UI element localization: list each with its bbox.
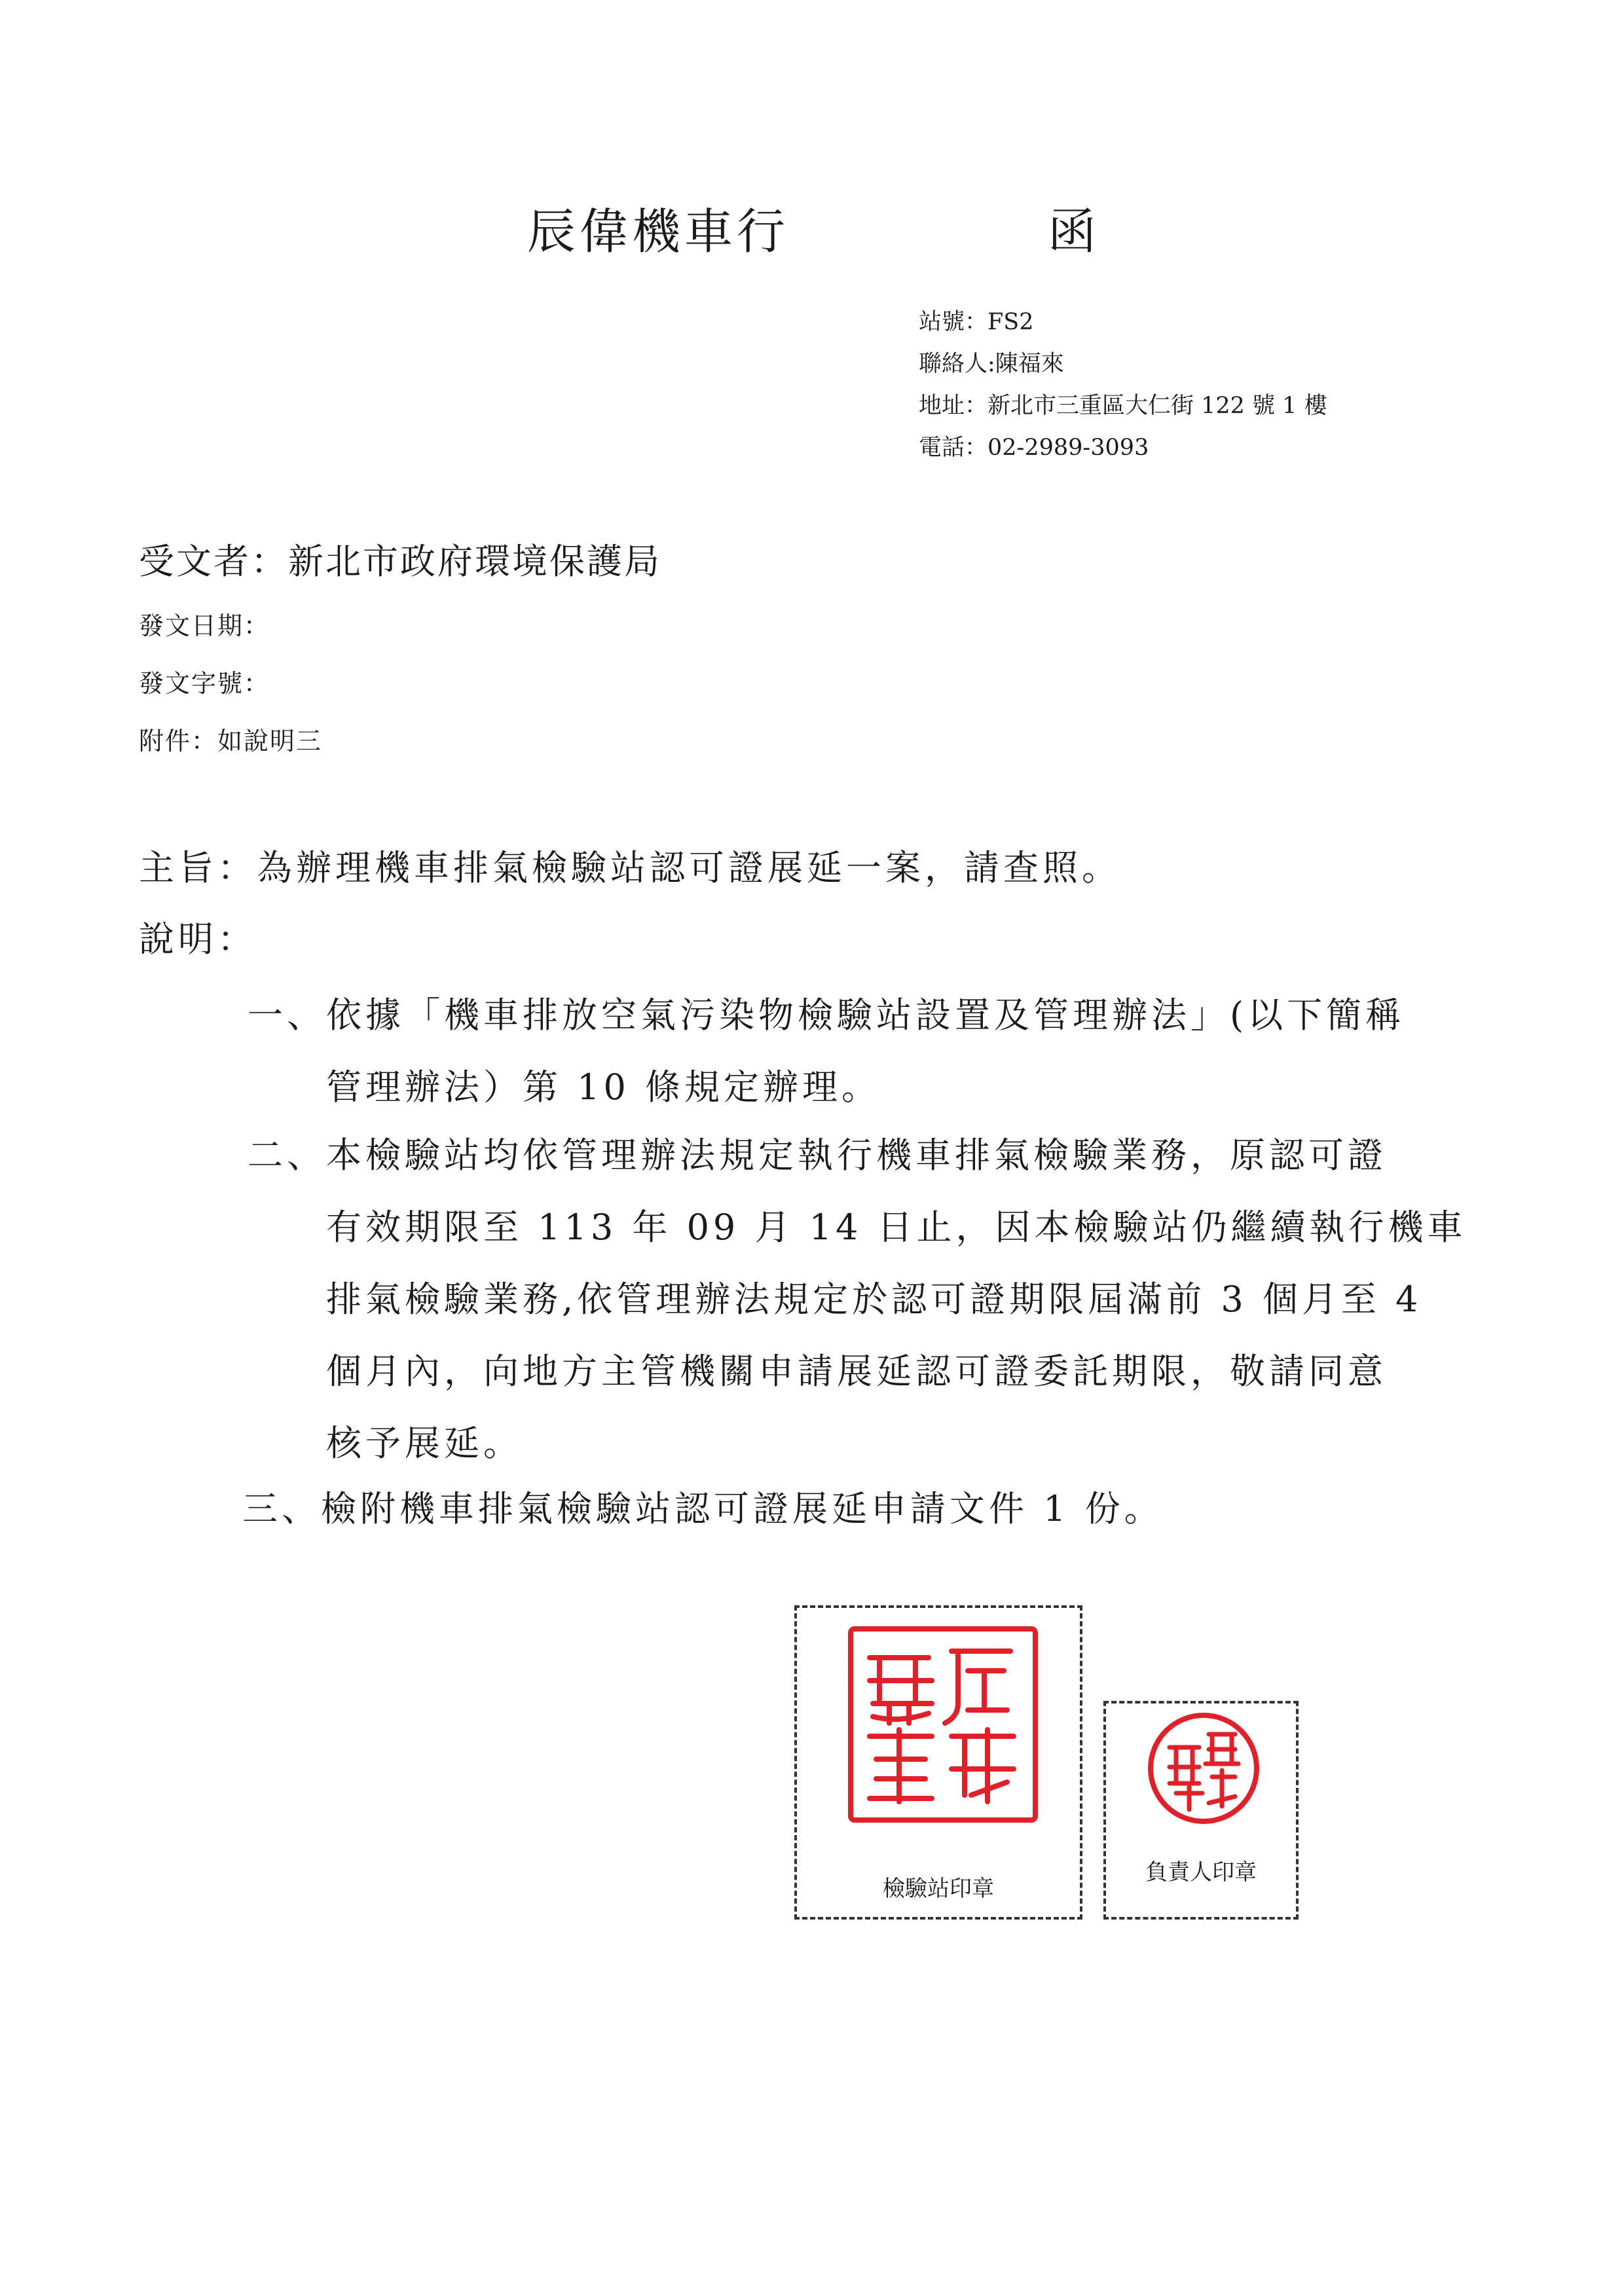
station-seal-box [794,1605,1082,1920]
station-number: 站號：FS2 [919,309,1034,335]
attachment: 附件：如說明三 [139,727,323,756]
address: 地址：新北市三重區大仁街 122 號 1 樓 [919,393,1327,419]
item-line: 個月內，向地方主管機關申請展延認可證委託期限，敬請同意 [248,1351,1387,1392]
explanation-item-1 [248,979,1405,1123]
document-meta [139,597,322,770]
explanation-item-3 [242,1473,1164,1545]
person-seal-box [1103,1701,1299,1920]
issue-date: 發文日期： [139,611,270,640]
station-stamp [848,1626,1038,1823]
contact-person: 聯絡人:陳福來 [919,351,1064,377]
item-line: 三、檢附機車排氣檢驗站認可證展延申請文件 1 份。 [242,1488,1164,1529]
person-stamp-glyphs [1153,1718,1254,1819]
item-line: 有效期限至 113 年 09 月 14 日止，因本檢驗站仍繼續執行機車 [248,1207,1467,1248]
item-line: 核予展延。 [248,1423,523,1464]
item-line: 一、依據「機車排放空氣污染物檢驗站設置及管理辦法」(以下簡稱 [248,994,1405,1036]
document-number: 發文字號： [139,669,270,698]
station-seal-label: 檢驗站印章 [883,1876,994,1902]
explanation-item-2 [248,1120,1466,1480]
person-seal-label: 負責人印章 [1145,1859,1257,1886]
organization-title: 辰偉機車行 [527,204,789,260]
phone: 電話：02-2989-3093 [919,435,1149,461]
item-line: 管理辦法）第 10 條規定辦理。 [248,1066,881,1108]
item-line: 排氣檢驗業務,依管理辦法規定於認可證期限屆滿前 3 個月至 4 [248,1279,1422,1320]
document-type: 函 [1048,204,1096,260]
subject-line: 主旨：為辦理機車排氣檢驗站認可證展延一案，請查照。 [139,847,1121,888]
person-stamp [1148,1713,1259,1824]
explanation-label: 說明： [139,919,257,960]
recipient-line: 受文者：新北市政府環境保護局 [139,541,661,582]
station-stamp-glyphs [853,1631,1033,1817]
item-line: 二、本檢驗站均依管理辦法規定執行機車排氣檢驗業務，原認可證 [248,1135,1387,1176]
contact-block [919,301,1327,469]
